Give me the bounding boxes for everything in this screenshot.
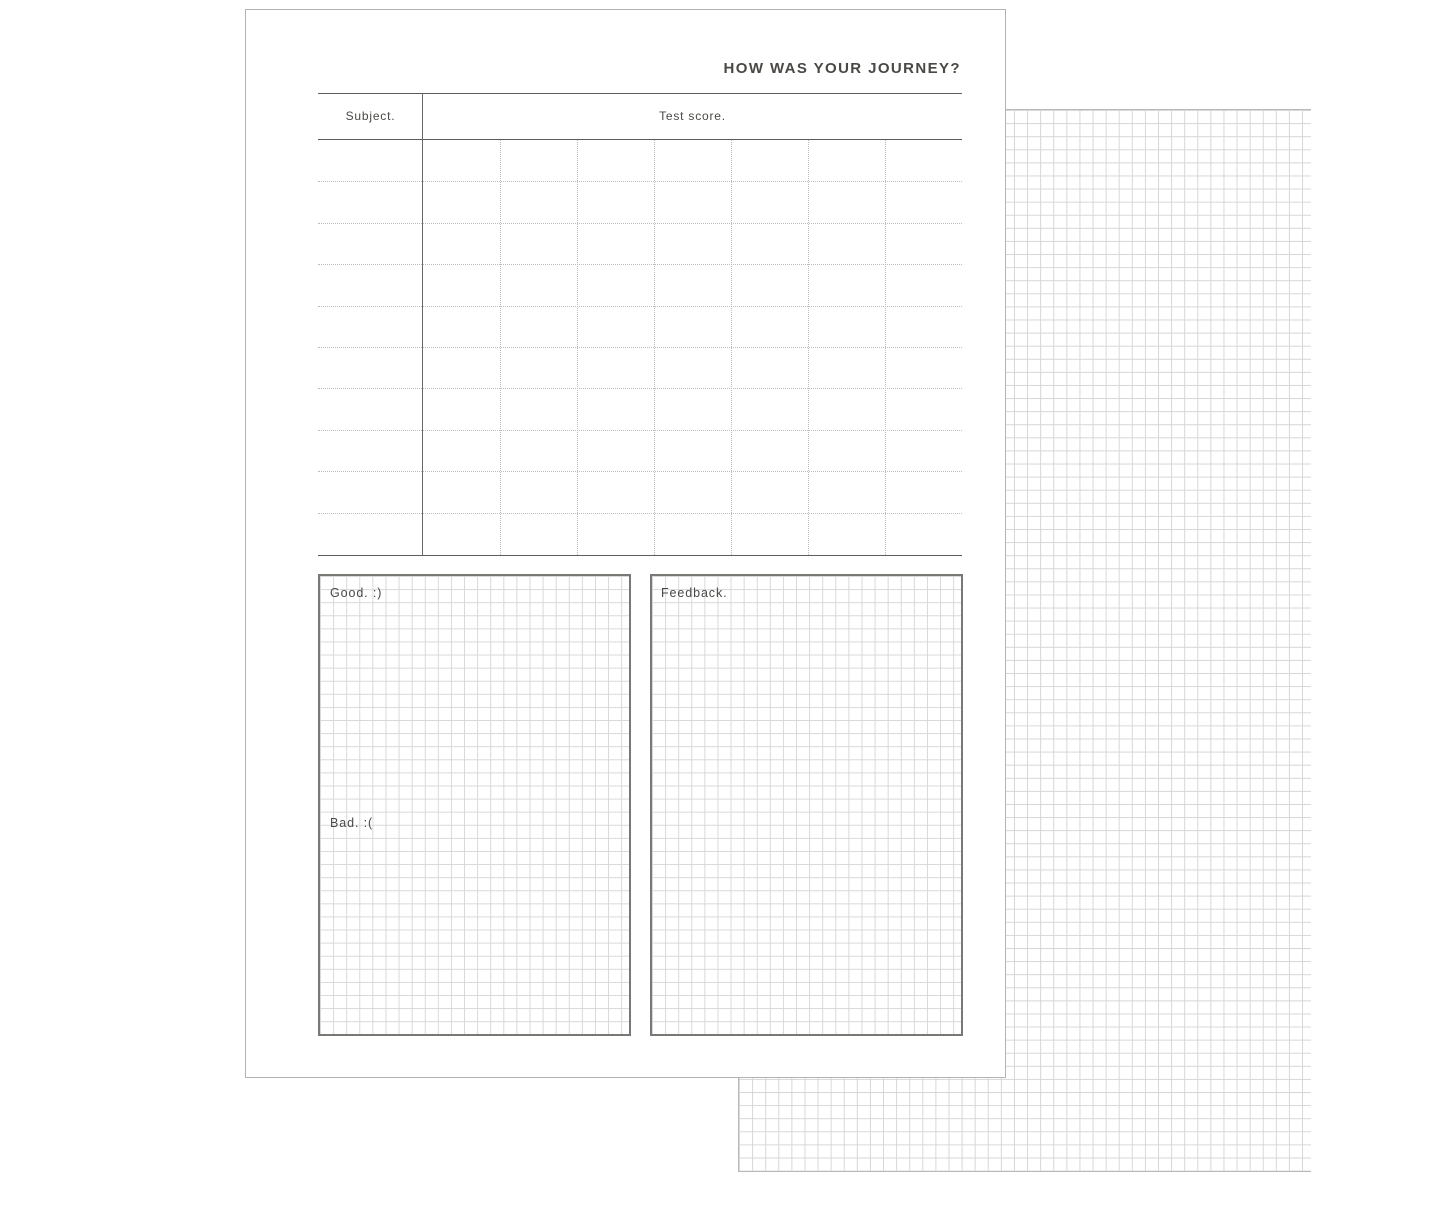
score-column-line (654, 140, 655, 555)
header-rule (318, 139, 962, 140)
table-row-line (318, 388, 962, 389)
score-column-line (577, 140, 578, 555)
good-bad-box[interactable] (318, 574, 631, 1036)
table-row-line (318, 471, 962, 472)
bad-label: Bad. :( (330, 816, 374, 830)
journey-worksheet-page (245, 9, 1006, 1078)
score-column-line (808, 140, 809, 555)
table-row-line (318, 430, 962, 431)
table-row-line (318, 223, 962, 224)
table-row-line (318, 264, 962, 265)
subject-column-divider (422, 94, 423, 555)
table-row-line (318, 513, 962, 514)
test-score-column-header: Test score. (659, 109, 726, 123)
table-row-line (318, 347, 962, 348)
table-row-line (318, 181, 962, 182)
score-column-line (731, 140, 732, 555)
score-column-line (500, 140, 501, 555)
score-column-line (885, 140, 886, 555)
subject-column-header: Subject. (345, 109, 396, 123)
feedback-box[interactable] (650, 574, 963, 1036)
test-score-table (318, 93, 962, 556)
table-row-line (318, 306, 962, 307)
feedback-label: Feedback. (661, 586, 728, 600)
good-label: Good. :) (330, 586, 383, 600)
page-title: HOW WAS YOUR JOURNEY? (723, 60, 961, 77)
